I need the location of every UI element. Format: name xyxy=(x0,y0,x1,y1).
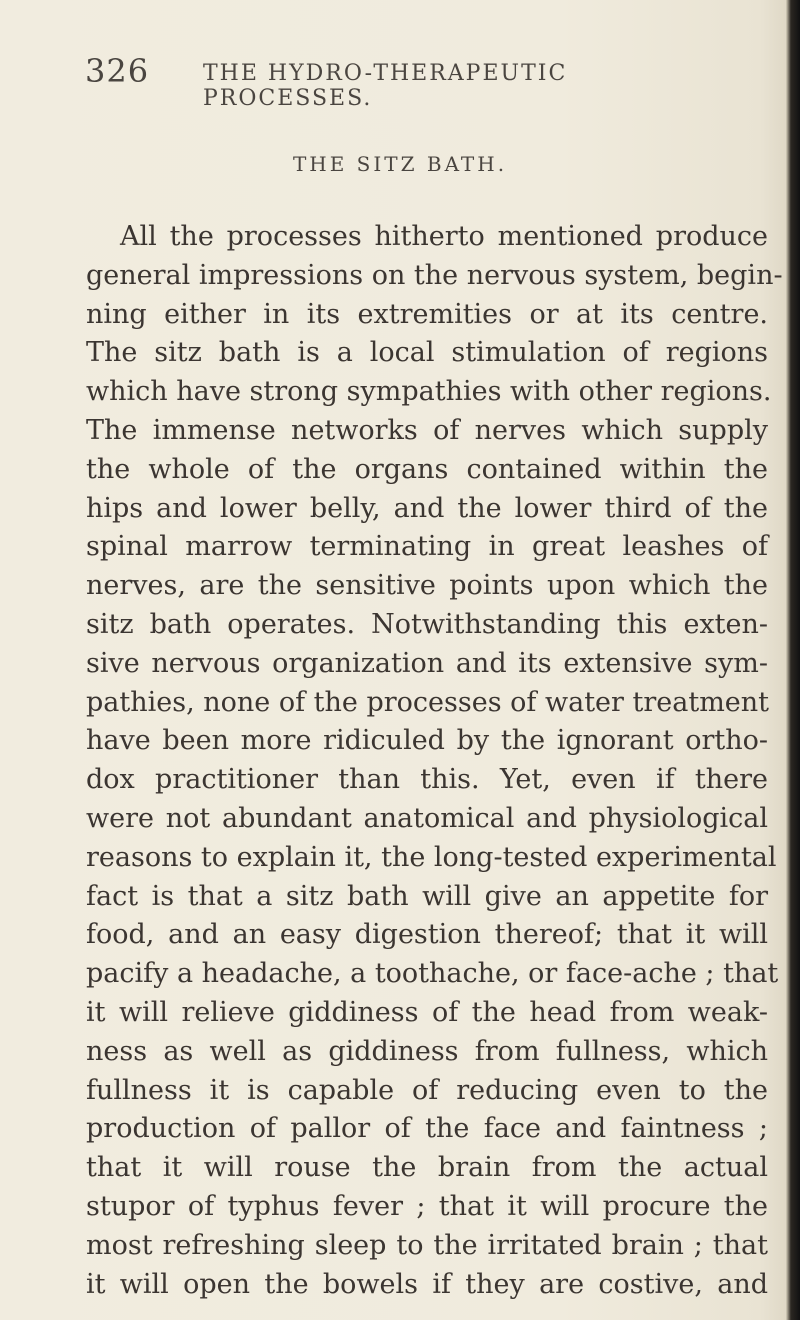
text-line: All the processes hitherto mentioned produce xyxy=(120,221,768,252)
running-head: THE HYDRO-THERAPEUTIC PROCESSES. xyxy=(203,61,568,111)
text-line: most refreshing sleep to the irritated brain ; that xyxy=(86,1229,768,1261)
text-line: hips and lower belly, and the lower third of the xyxy=(86,492,768,524)
text-line: ning either in its extremities or at its centre. xyxy=(86,298,768,330)
text-line: have been more ridiculed by the ignorant ortho- xyxy=(86,725,768,757)
section-title: THE SITZ BATH. xyxy=(292,152,508,176)
text-line: general impressions on the nervous system, begin- xyxy=(86,259,783,291)
text-line: it will open the bowels if they are costive, and xyxy=(86,1268,768,1300)
text-line: stupor of typhus fever ; that it will procure the xyxy=(86,1190,768,1222)
text-line: fullness it is capable of reducing even to the xyxy=(86,1074,768,1106)
text-line: it will relieve giddiness of the head from weak- xyxy=(86,996,768,1028)
page-number: 326 xyxy=(85,52,150,90)
text-line: nerves, are the sensitive points upon which the xyxy=(86,570,768,602)
text-line: sitz bath operates. Notwithstanding this exten- xyxy=(86,608,768,640)
text-line: food, and an easy digestion thereof; that it will xyxy=(86,919,768,951)
text-line: The sitz bath is a local stimulation of regions xyxy=(86,337,768,369)
text-line: production of pallor of the face and faintness ; xyxy=(86,1113,768,1145)
text-line: spinal marrow terminating in great leashes of xyxy=(86,531,768,563)
text-line: dox practitioner than this. Yet, even if there xyxy=(86,764,768,796)
text-line: reasons to explain it, the long-tested experimental xyxy=(86,841,777,873)
text-line: pacify a headache, a toothache, or face-ache ; that xyxy=(86,958,779,990)
body-text xyxy=(86,218,783,1304)
text-line: which have strong sympathies with other regions. xyxy=(86,376,772,408)
text-line: were not abundant anatomical and physiological xyxy=(86,802,768,834)
text-line: pathies, none of the processes of water treatment xyxy=(86,686,770,718)
text-line: ness as well as giddiness from fullness, which xyxy=(86,1035,768,1067)
page-header xyxy=(85,52,745,111)
text-line: The immense networks of nerves which supply xyxy=(86,414,768,446)
text-line: that it will rouse the brain from the actual xyxy=(86,1152,768,1184)
text-line: sive nervous organization and its extensive sym- xyxy=(86,647,768,679)
page-binding-edge xyxy=(786,0,800,1320)
text-line: the whole of the organs contained within the xyxy=(86,453,768,485)
text-line: fact is that a sitz bath will give an appetite for xyxy=(86,880,768,912)
